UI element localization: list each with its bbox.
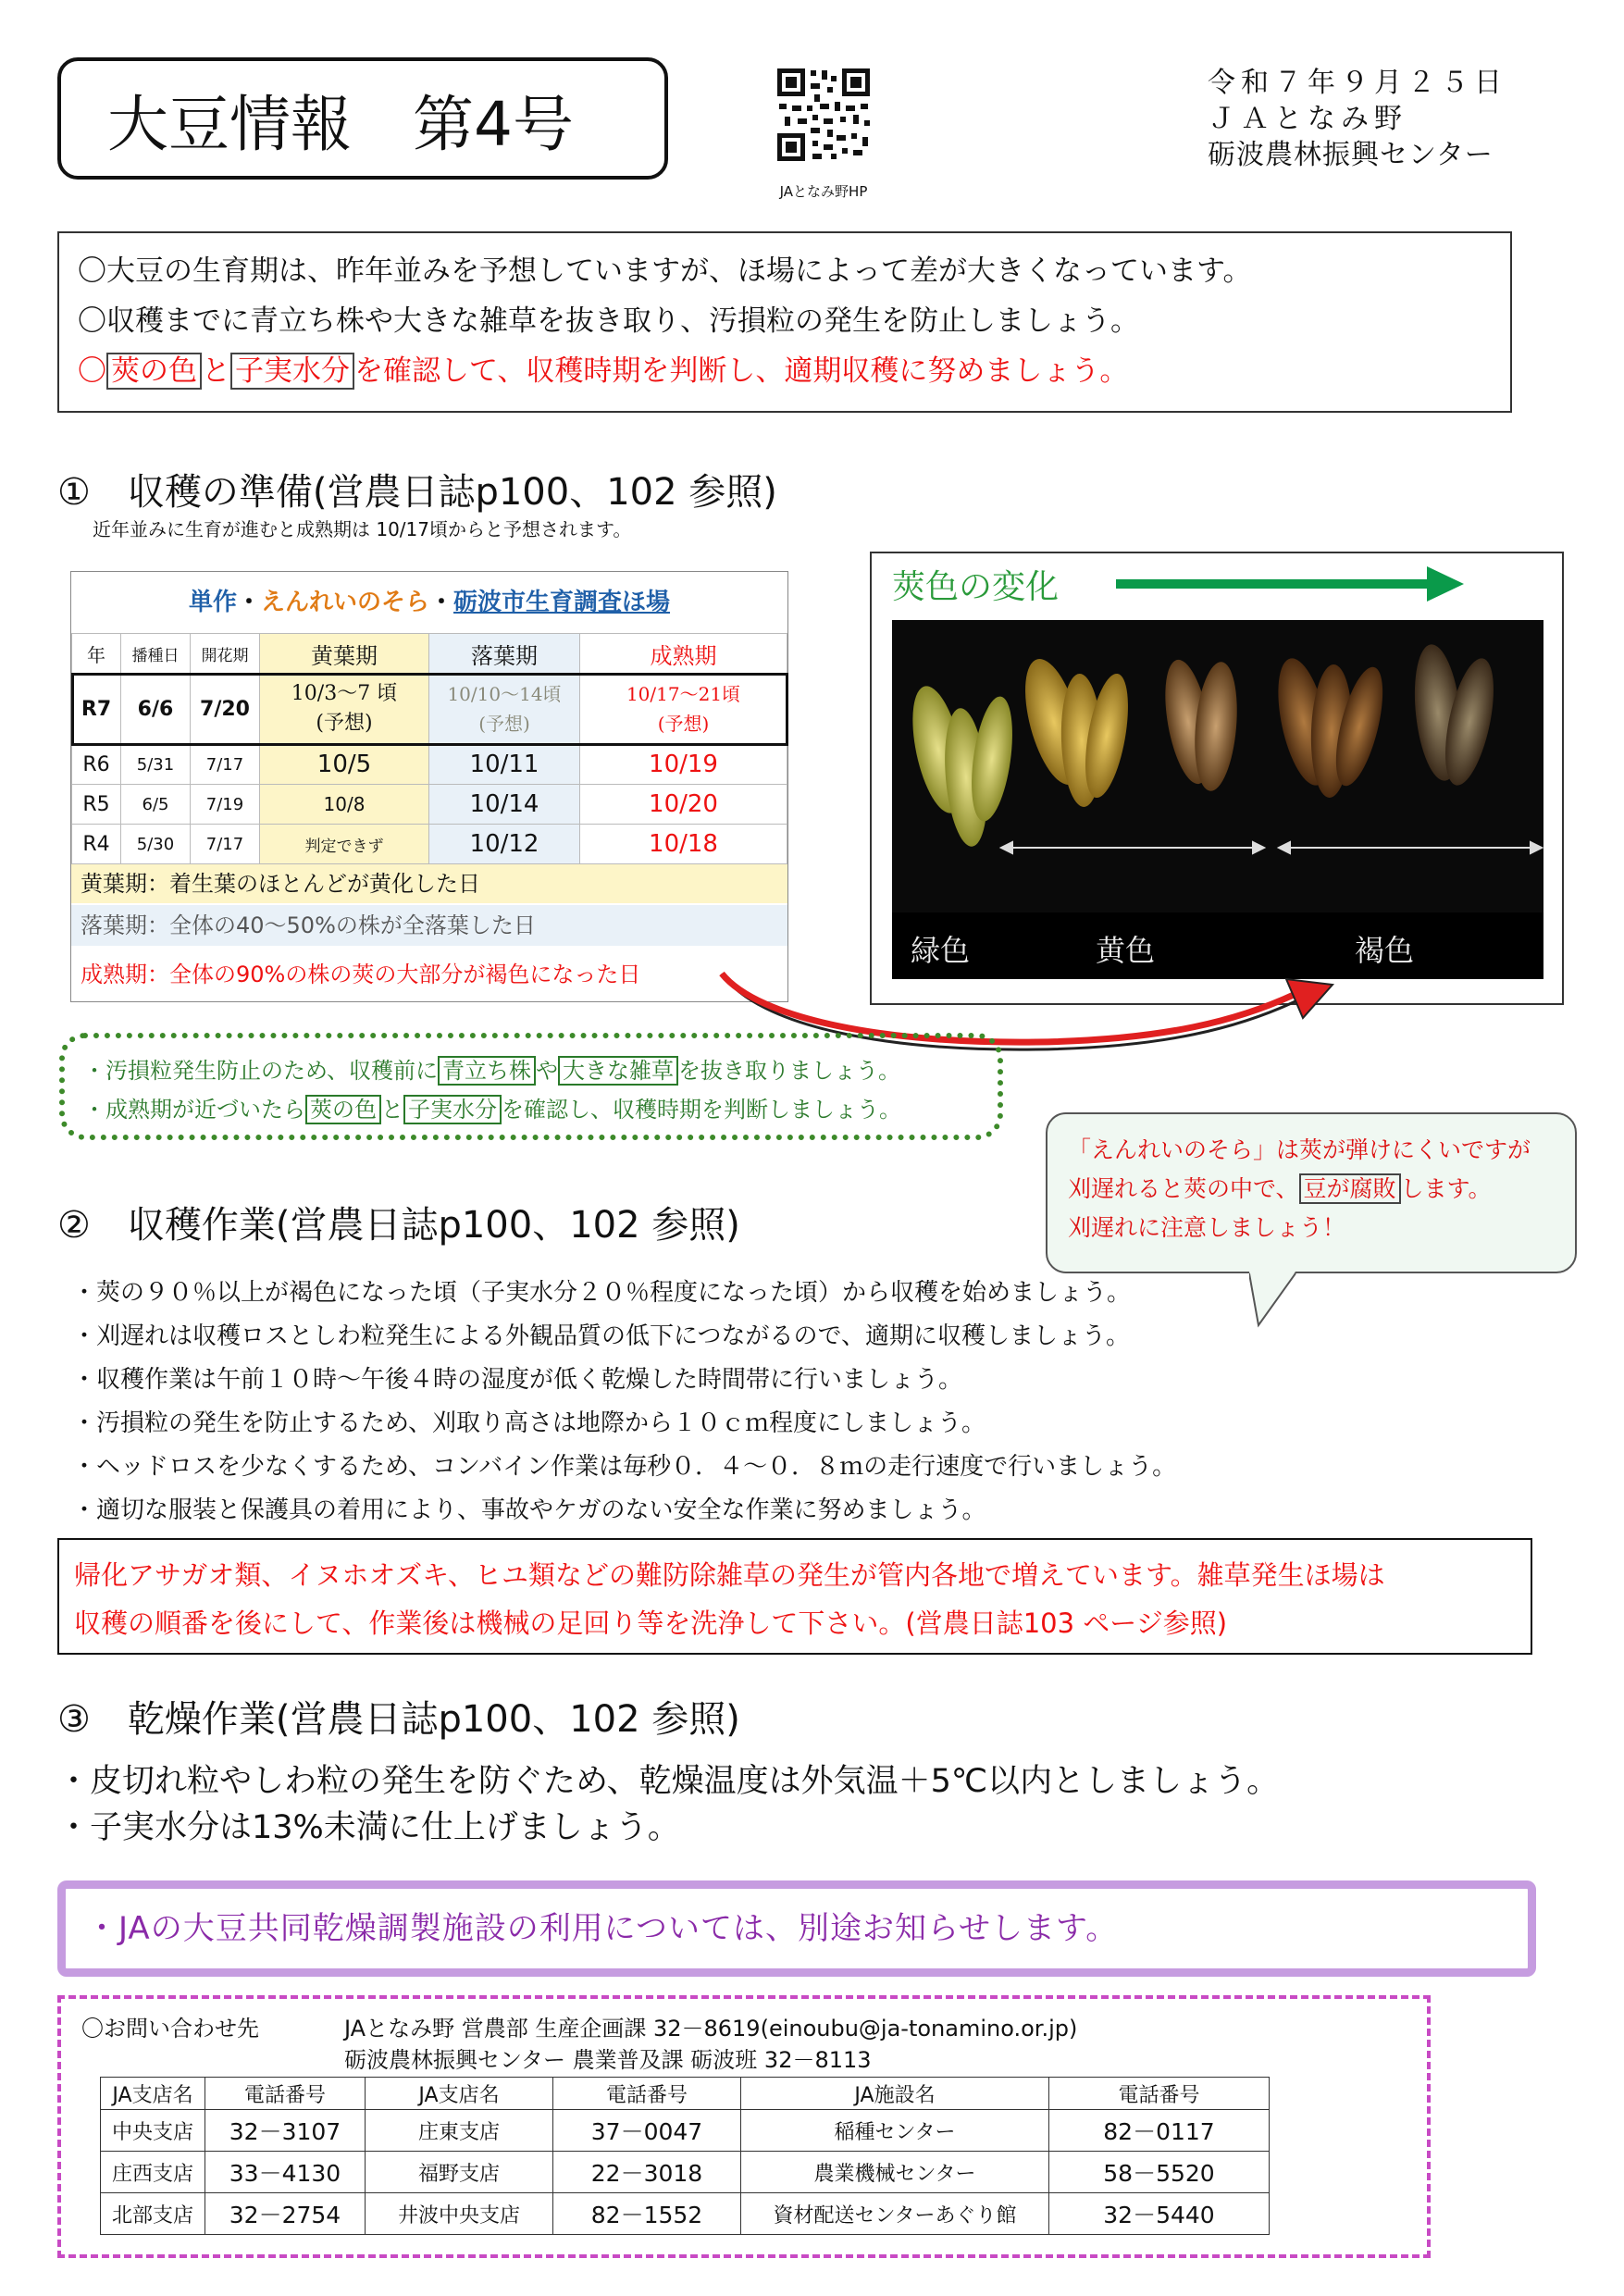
list-item: ・汚損粒の発生を防止するため、刈取り高さは地際から１０ｃｍ程度にしましょう。 [72, 1409, 986, 1437]
txt: 大きな雑草 [558, 1056, 678, 1086]
newsletter-title: 大豆情報 第4号 [107, 88, 574, 160]
moisture-highlight: 子実水分 [230, 353, 354, 390]
cell: 10/12 [429, 825, 580, 864]
phone-cell: 32－5440 [1049, 2193, 1270, 2235]
label-green: 緑色 [911, 933, 971, 968]
cell: 7/17 [191, 825, 260, 864]
cell: 7/19 [191, 785, 260, 825]
cell: 北部支店 [101, 2193, 205, 2235]
weed-warning-box [57, 1538, 1532, 1655]
summary-box [57, 231, 1512, 413]
bubble-line-2 [1068, 1170, 1555, 1209]
phone-cell: 82－0117 [1049, 2110, 1270, 2152]
section3-title: ③ 乾燥作業(営農日誌p100、102 参照) [57, 1698, 740, 1741]
cell: 庄東支店 [366, 2110, 553, 2152]
contact-center: 砺波農林振興センター 農業普及課 砺波班 32－8113 [344, 2047, 872, 2073]
header-issuer [1208, 65, 1507, 173]
th: JA施設名 [741, 2078, 1049, 2110]
cell: 10/20 [580, 785, 787, 825]
warning-line-1: 帰化アサガオ類、イヌホオズキ、ヒユ類などの難防除雑草の発生が管内各地で増えています。雑草発生ほ場は [74, 1559, 1385, 1591]
phone-cell: 22－3018 [553, 2152, 741, 2193]
pod-figure-title: 莢色の変化 [892, 568, 1060, 606]
late-harvest-bubble [1046, 1112, 1577, 1273]
list-item: ・収穫作業は午前１０時～午後４時の湿度が低く乾燥した時間帯に行いましょう。 [72, 1366, 963, 1394]
section1-note: 近年並みに生育が進むと成熟期は 10/17頃からと予想されます。 [93, 518, 632, 540]
th: 電話番号 [205, 2078, 366, 2110]
r7-yellow-note: (予想) [316, 712, 373, 735]
th-flowering: 開花期 [191, 634, 260, 674]
cell: 中央支店 [101, 2110, 205, 2152]
title-field: 砺波市生育調査ほ場 [453, 589, 671, 616]
cell: 庄西支店 [101, 2152, 205, 2193]
cell: 10/18 [580, 825, 787, 864]
r7-mature-date: 10/17～21頃 [626, 683, 741, 705]
txt: 子実水分 [403, 1095, 502, 1124]
phone-cell: 33－4130 [205, 2152, 366, 2193]
issuer-ja: ＪＡとなみ野 [1208, 103, 1407, 135]
row-r5 [72, 785, 787, 825]
title-single: 単作 [188, 589, 237, 616]
cell: 判定できず [260, 825, 429, 864]
list-item: ・適切な服装と保護具の着用により、事故やケガのない安全な作業に努めましょう。 [72, 1496, 986, 1524]
row-r7 [72, 674, 787, 745]
txt: します。 [1400, 1175, 1492, 1202]
issue-date: 令和７年９月２５日 [1208, 67, 1507, 99]
r7-mature-note: (予想) [657, 713, 710, 735]
def-maturity: 成熟期：全体の90%の株の莢の大部分が褐色になった日 [81, 962, 641, 987]
growth-table-title [71, 572, 787, 633]
th: JA支店名 [366, 2078, 553, 2110]
cell: 農業機械センター [741, 2152, 1049, 2193]
bubble-line-1: 「えんれいのそら」は莢が弾けにくいですが [1068, 1136, 1531, 1163]
cell-r7-sow: 6/6 [121, 674, 191, 745]
summary-line-2: 〇収穫までに青立ち株や大きな雑草を抜き取り、汚損粒の発生を防止しましょう。 [78, 304, 1139, 338]
summary-mark: 〇 [78, 354, 106, 388]
def-yellow-leaf: 黄葉期：着生葉のほとんどが黄化した日 [71, 864, 787, 903]
prep-note-line-1 [83, 1051, 979, 1090]
bubble-tail-icon [1249, 1270, 1305, 1329]
contact-label: 〇お問い合わせ先 [81, 2016, 259, 2042]
row-r4 [72, 825, 787, 864]
txt: ・成熟期が近づいたら [83, 1097, 305, 1123]
pod-color-highlight: 莢の色 [106, 353, 202, 390]
txt: ・汚損粒発生防止のため、収穫前に [83, 1058, 439, 1084]
pod-photo [892, 620, 1543, 979]
txt: 刈遅れると莢の中で、 [1068, 1175, 1299, 1202]
phone-cell: 37－0047 [553, 2110, 741, 2152]
cell-r7-fall [429, 674, 580, 745]
cell-r7-mature [580, 674, 787, 745]
summary-rest: を確認して、収穫時期を判断し、適期収穫に努めましょう。 [354, 354, 1129, 388]
txt: と [381, 1097, 403, 1123]
cell: 5/31 [121, 745, 191, 785]
growth-table [70, 571, 788, 1002]
summary-conj: と [202, 354, 230, 388]
cell-r7-yellow [260, 674, 429, 745]
drying-list [57, 1758, 1279, 1851]
th: JA支店名 [101, 2078, 205, 2110]
harvest-work-list [72, 1272, 1176, 1533]
label-brown: 褐色 [1355, 933, 1415, 968]
cell: 資材配送センターあぐり館 [741, 2193, 1049, 2235]
facility-notice: ・JAの大豆共同乾燥調製施設の利用については、別途お知らせします。 [57, 1880, 1536, 1977]
list-item: ・皮切れ粒やしわ粒の発生を防ぐため、乾燥温度は外気温＋5℃以内としましょう。 [57, 1763, 1280, 1800]
cell: 井波中央支店 [366, 2193, 553, 2235]
list-item: ・子実水分は13%未満に仕上げましょう。 [57, 1809, 680, 1846]
section1-title: ① 収穫の準備(営農日誌p100、102 参照) [57, 471, 777, 514]
th-maturity: 成熟期 [580, 634, 787, 674]
warning-line-2: 収穫の順番を後にして、作業後は機械の足回り等を洗浄して下さい。(営農日誌103 ページ参照) [74, 1607, 1228, 1639]
bubble-line-3: 刈遅れに注意しましょう！ [1068, 1214, 1346, 1241]
cell: 稲種センター [741, 2110, 1049, 2152]
cell: 福野支店 [366, 2152, 553, 2193]
cell-r7-year: R7 [72, 674, 121, 745]
cell: 5/30 [121, 825, 191, 864]
phone-cell: 32－3107 [205, 2110, 366, 2152]
cell: 10/8 [260, 785, 429, 825]
txt: 莢の色 [305, 1095, 381, 1124]
prep-note-line-2 [83, 1090, 979, 1129]
cell: 10/11 [429, 745, 580, 785]
summary-line-3 [78, 346, 1492, 396]
txt: や [536, 1058, 559, 1084]
qr-label: JAとなみ野HP [779, 183, 868, 200]
label-yellow: 黄色 [1096, 933, 1156, 968]
cell: R6 [72, 745, 121, 785]
list-item: ・刈遅れは収穫ロスとしわ粒発生による外観品質の低下につながるので、適期に収穫しましょう。 [72, 1322, 1130, 1350]
pod-color-figure [870, 552, 1564, 1005]
contact-box [57, 1995, 1431, 2258]
def-leaf-fall: 落葉期：全体の40～50%の株が全落葉した日 [71, 905, 787, 946]
cell: 10/14 [429, 785, 580, 825]
th-sowing: 播種日 [121, 634, 191, 674]
title-sep1: ・ [236, 589, 261, 616]
growth-data-table [71, 633, 787, 864]
th: 電話番号 [1049, 2078, 1270, 2110]
cell: 10/19 [580, 745, 787, 785]
th-leaf-fall: 落葉期 [429, 634, 580, 674]
title-variety: えんれいのそら [260, 589, 429, 616]
harvest-prep-note [59, 1033, 1003, 1140]
contact-ja: JAとなみ野 営農部 生産企画課 32－8619(einoubu@ja-tonamino.or.jp) [344, 2016, 1078, 2042]
qr-code-icon[interactable] [775, 67, 872, 163]
cell: R4 [72, 825, 121, 864]
summary-line-1: 〇大豆の生育期は、昨年並みを予想していますが、ほ場によって差が大きくなっています。 [78, 254, 1252, 288]
list-item: ・莢の９０％以上が褐色になった頃（子実水分２０％程度になった頃）から収穫を始めましょう。 [72, 1279, 1132, 1307]
title-sep2: ・ [429, 589, 454, 616]
txt: を抜き取りましょう。 [678, 1058, 901, 1084]
row-r6 [72, 745, 787, 785]
txt: 豆が腐敗 [1299, 1173, 1401, 1204]
r7-fall-note: (予想) [478, 713, 530, 735]
newsletter-title-box [57, 57, 668, 180]
issuer-center: 砺波農林振興センター [1208, 139, 1494, 171]
section2-title: ② 収穫作業(営農日誌p100、102 参照) [57, 1204, 740, 1247]
cell-r7-flower: 7/20 [191, 674, 260, 745]
txt: 青立ち株 [438, 1056, 536, 1086]
th: 電話番号 [553, 2078, 741, 2110]
phone-cell: 58－5520 [1049, 2152, 1270, 2193]
r7-fall-date: 10/10～14頃 [447, 683, 562, 705]
txt: を確認し、収穫時期を判断しましょう。 [502, 1097, 901, 1123]
phone-cell: 82－1552 [553, 2193, 741, 2235]
r7-yellow-date: 10/3～7 頃 [291, 682, 398, 705]
branch-phone-table [100, 2077, 1270, 2235]
cell: 7/17 [191, 745, 260, 785]
phone-cell: 32－2754 [205, 2193, 366, 2235]
th-year: 年 [72, 634, 121, 674]
list-item: ・ヘッドロスを少なくするため、コンバイン作業は毎秒０．４～０．８ｍの走行速度で行いましょう。 [72, 1453, 1177, 1481]
cell: R5 [72, 785, 121, 825]
cell: 10/5 [260, 745, 429, 785]
cell: 6/5 [121, 785, 191, 825]
th-yellow-leaf: 黄葉期 [260, 634, 429, 674]
